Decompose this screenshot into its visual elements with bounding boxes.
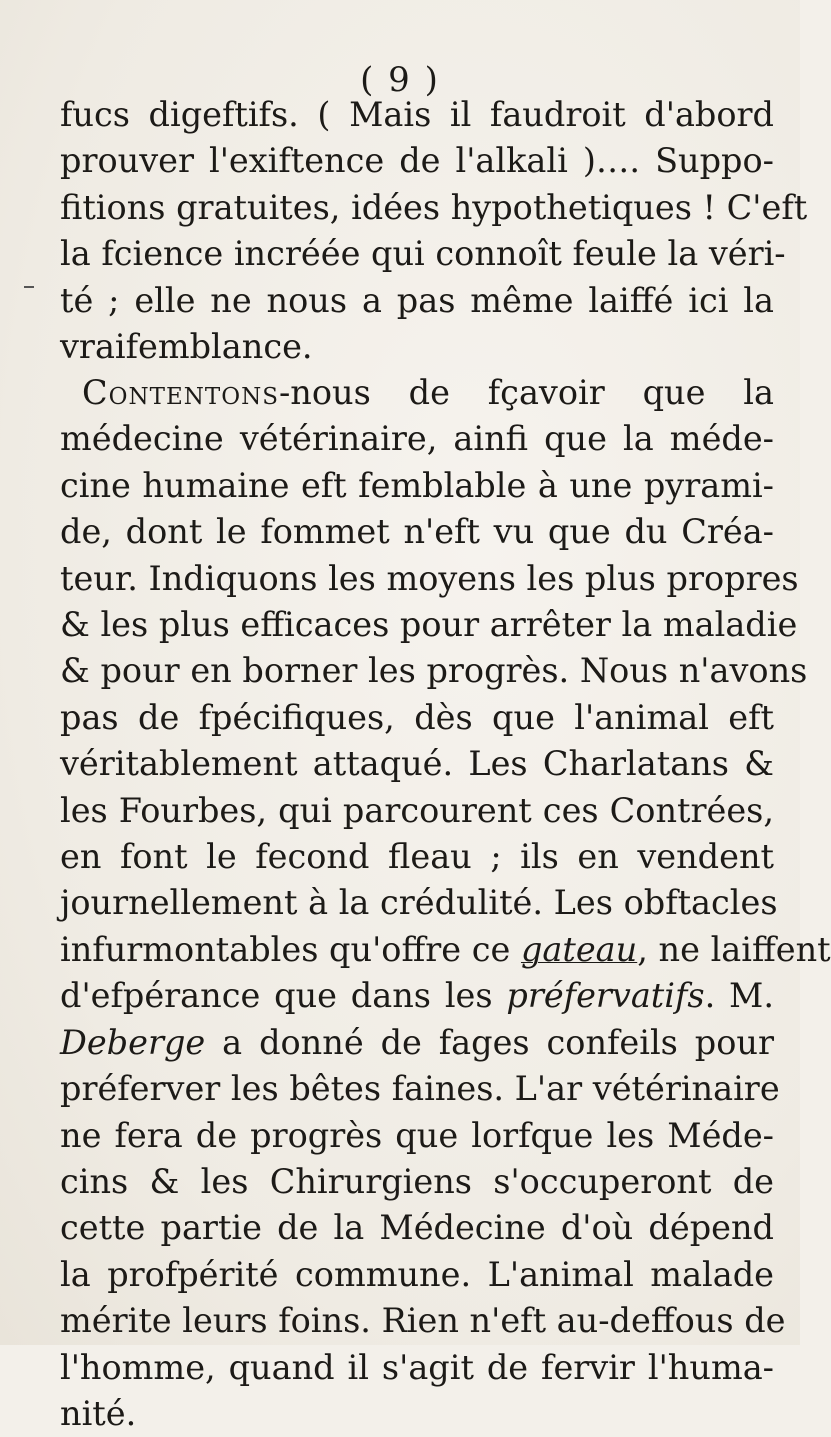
text-line: en font le fecond fleau ; ils en vendent [60, 837, 774, 877]
text-line: de, dont le fommet n'eft vu que du Créa- [60, 512, 774, 552]
text-line: mérite leurs foins. Rien n'eft au-deffous de [60, 1301, 786, 1341]
text-line-first [60, 370, 774, 416]
italic-word-preservatifs: préfervatifs [506, 976, 705, 1016]
text-line: pas de fpécifiques, dès que l'animal eft [60, 697, 774, 737]
text-line: & pour en borner les progrès. Nous n'avons [60, 651, 808, 691]
text-line: l'homme, quand il s'agit de fervir l'huma- [60, 1347, 774, 1387]
opening-line-rest: -nous de fçavoir que la [278, 373, 774, 412]
text-line: teur. Indiquons les moyens les plus propres [60, 558, 799, 598]
text-line: cins & les Chirurgiens s'occuperont de [60, 1161, 774, 1201]
text-line: fucs digeftifs. ( Mais il faudroit d'abord [60, 95, 774, 134]
text-line: la fcience incréée qui connoît feule la véri- [60, 234, 786, 274]
text-line: les Fourbes, qui parcourent ces Contrées, [60, 790, 774, 830]
text-segment: . M. [704, 976, 775, 1016]
opening-word: Contentons [82, 373, 279, 412]
italic-word-gateau: gateau [520, 929, 638, 969]
text-line: médecine vétérinaire, ainfi que la méde- [60, 419, 774, 459]
text-line: préferver les bêtes faines. L'ar vétérinaire [60, 1069, 780, 1109]
text-line: cine humaine eft femblable à une pyrami- [60, 465, 774, 505]
text-line: ne fera de progrès que lorfque les Méde- [60, 1115, 774, 1155]
text-segment: d'efpérance que dans les [60, 976, 507, 1016]
text-line: véritablement attaqué. Les Charlatans & [60, 744, 774, 784]
text-line-deberge [60, 1020, 774, 1066]
paragraph-1 [60, 92, 808, 370]
text-segment: infurmontables qu'offre ce [60, 929, 521, 969]
page-number: ( 9 ) [360, 60, 440, 100]
text-line: fitions gratuites, idées hypothetiques ! C'eft [60, 187, 808, 227]
text-line-gateau [60, 927, 831, 973]
paragraph-2 [60, 370, 831, 1437]
text-segment: a donné de fages confeils pour [205, 1022, 774, 1062]
text-line: journellement à la crédulité. Les obftacles [60, 883, 778, 923]
italic-name-deberge: Deberge [60, 1022, 206, 1062]
text-line: & les plus efficaces pour arrêter la maladie [60, 605, 798, 645]
text-line: cette partie de la Médecine d'où dépend [60, 1208, 774, 1248]
text-line: vraifemblance. [60, 327, 313, 367]
text-segment: , ne laiffent [637, 929, 831, 969]
margin-mark [24, 286, 34, 288]
text-line: la profpérité commune. L'animal malade [60, 1254, 774, 1294]
text-line: prouver l'exiftence de l'alkali )…. Suppo- [60, 141, 774, 181]
text-line: té ; elle ne nous a pas même laiffé ici la [60, 280, 774, 320]
text-line-preservatifs [60, 973, 774, 1019]
text-line: nité. [60, 1393, 137, 1433]
